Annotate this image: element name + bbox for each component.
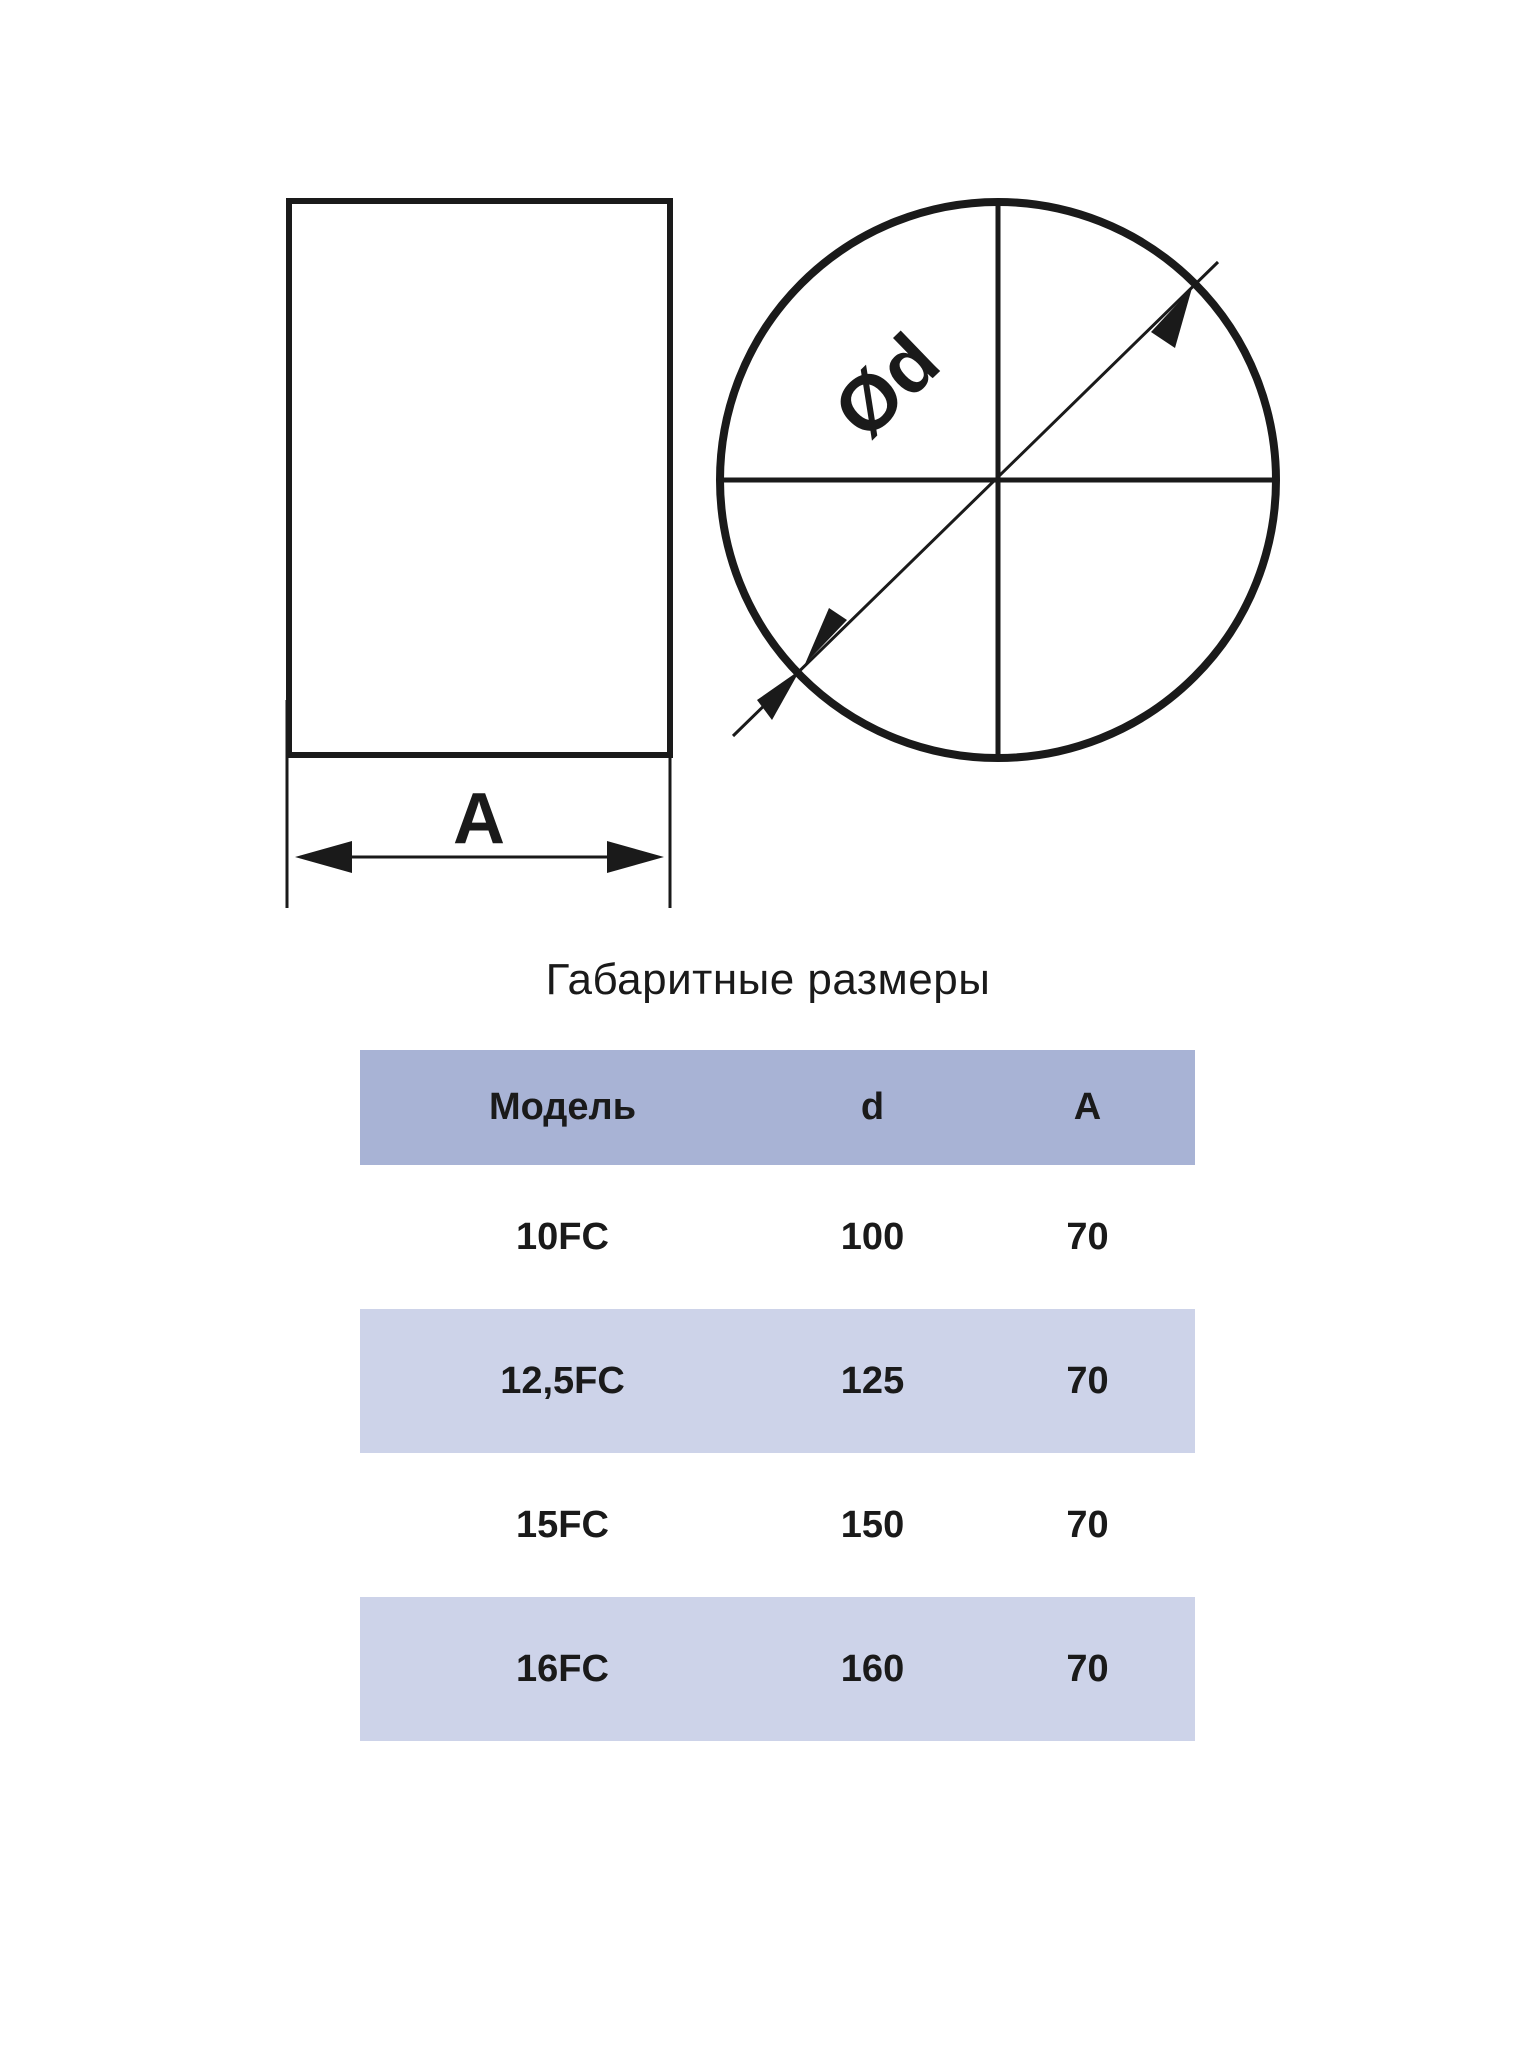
header-model: Модель	[488, 1086, 637, 1128]
table-title: Габаритные размеры	[545, 955, 991, 1004]
technical-drawing	[0, 0, 1536, 940]
side-view-rectangle	[289, 201, 670, 755]
cell-a: 70	[1066, 1647, 1109, 1690]
cell-model: 15FC	[516, 1503, 609, 1546]
width-dimension-label: A	[453, 779, 505, 859]
table-row	[360, 1165, 1195, 1309]
cell-d: 160	[840, 1647, 905, 1690]
table-row	[360, 1309, 1195, 1453]
dimensions-table	[360, 1050, 1195, 1741]
diameter-dimension-label: Ød	[816, 316, 956, 455]
diameter-dimension-line	[733, 262, 1218, 736]
table-header-row	[360, 1050, 1195, 1165]
cell-model: 12,5FC	[500, 1359, 625, 1402]
table-row	[360, 1453, 1195, 1597]
cell-d: 150	[840, 1503, 905, 1546]
cell-a: 70	[1066, 1359, 1109, 1402]
table-row	[360, 1597, 1195, 1741]
cell-d: 100	[840, 1215, 905, 1258]
cell-a: 70	[1066, 1215, 1109, 1258]
cell-model: 10FC	[516, 1215, 609, 1258]
header-d: d	[860, 1086, 885, 1128]
cell-d: 125	[840, 1359, 905, 1402]
cell-a: 70	[1066, 1503, 1109, 1546]
cell-model: 16FC	[516, 1647, 609, 1690]
header-a: A	[1073, 1086, 1102, 1128]
